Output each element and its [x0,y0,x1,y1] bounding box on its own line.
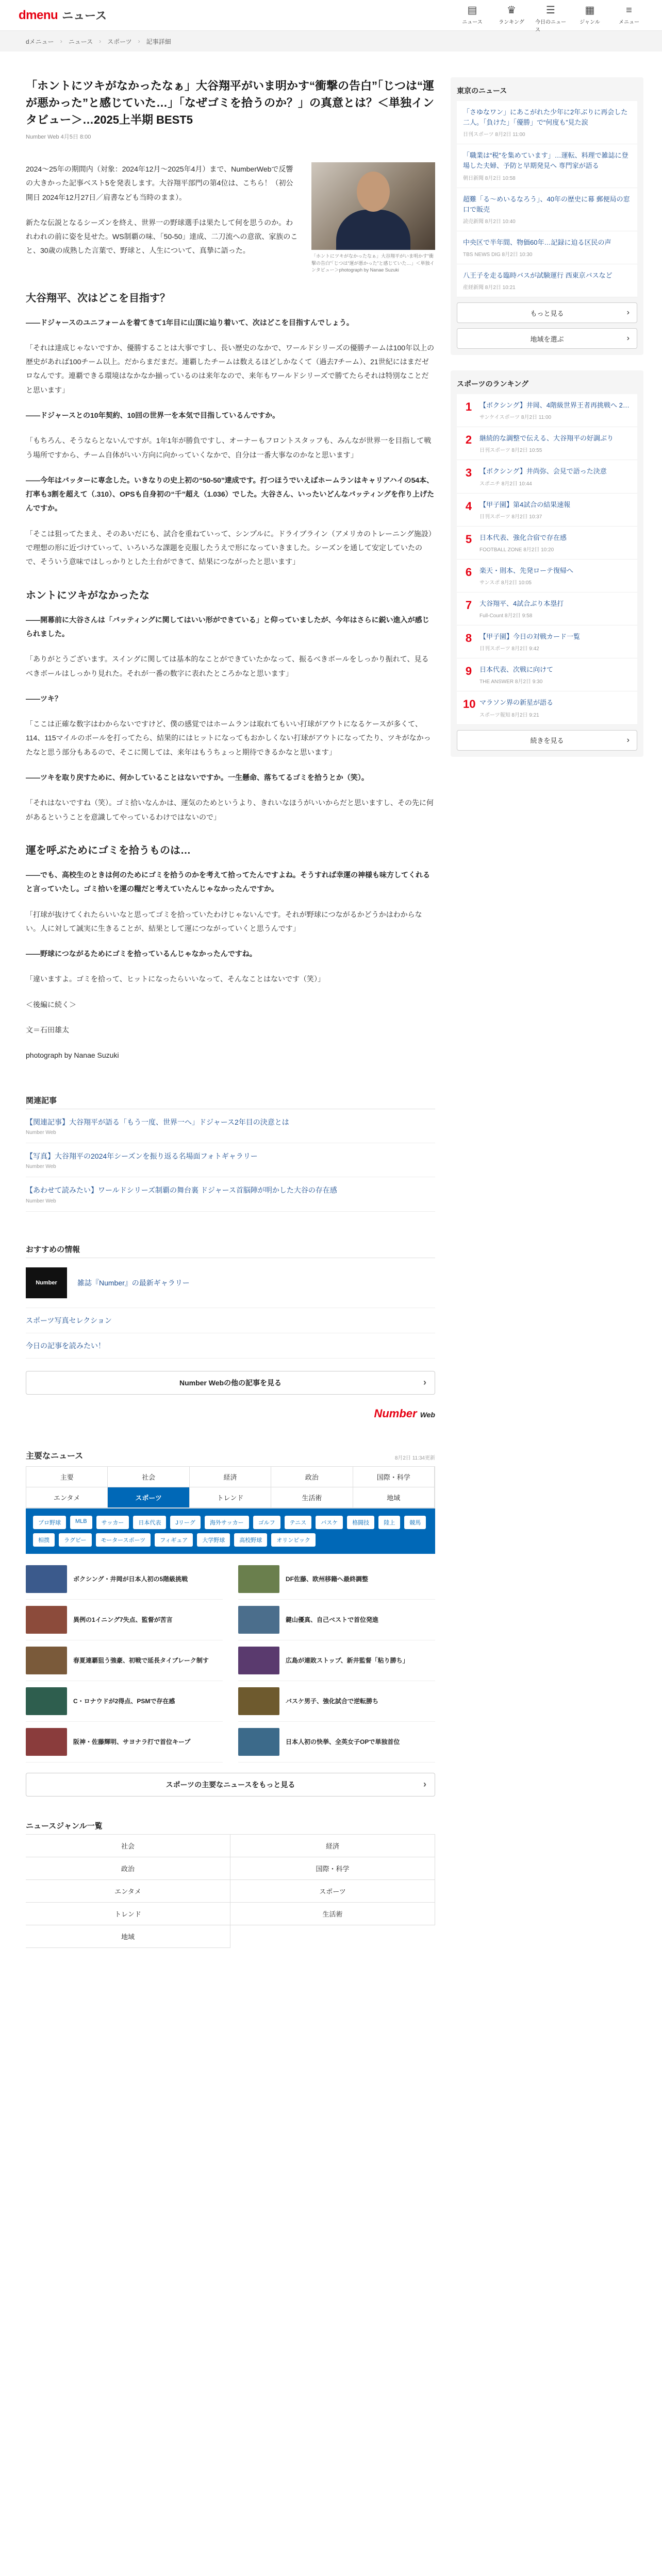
ranking-number: 5 [465,532,472,546]
breadcrumb [0,31,662,52]
ranking-item[interactable] [457,625,637,658]
sport-chip[interactable]: 格闘技 [347,1516,374,1529]
article-subheading: ホントにツキがなかったな [26,589,150,601]
number-brand: Number [374,1406,417,1420]
related-heading: 関連記事 [26,1092,435,1109]
interview-question: ――ドジャースとの10年契約、10回の世界一を本気で目指しているんですか。 [26,411,280,419]
ranking-title: 日本代表、強化合宿で存在感 [479,533,567,541]
news-logo[interactable]: ニュース [62,9,107,22]
genre-icon: ▦ [585,5,595,16]
related-title: 【写真】大谷翔平の2024年シーズンを振り返る名場面フォトギャラリー [26,1151,258,1160]
ranking-number: 9 [465,665,472,678]
ranking-icon: ♛ [507,5,516,16]
header-icon-button[interactable] [574,3,605,33]
promo-section [26,1241,435,1420]
news-title: 日本人初の快挙、全英女子OPで単独首位 [286,1738,400,1745]
local-news-meta: 産経新聞 8月2日 10:21 [463,285,516,291]
interview-question: ――ツキ？ [26,694,62,703]
header-icon-label: メニュー [619,20,639,25]
sport-chip[interactable]: サッカー [96,1516,129,1529]
sport-chip[interactable]: 海外サッカー [205,1516,249,1529]
news-item[interactable] [238,1640,435,1681]
promo-item[interactable] [26,1258,435,1308]
news-title: 鍵山優真、自己ベストで首位発進 [286,1616,379,1623]
promo-label: 雑誌『Number』の最新ギャラリー [77,1278,190,1287]
more-local-button[interactable]: もっと見る › [457,302,637,323]
promo-heading: おすすめの情報 [26,1241,435,1258]
site-header [0,0,662,31]
news-tab[interactable]: 主要 [26,1467,108,1487]
news-updated: 8月2日 11:34更新 [394,1455,435,1461]
ranking-number: 3 [465,466,472,480]
local-news-title: 中央区で半年間、物価60年…記録に迫る区民の声 [463,238,611,246]
news-item[interactable] [238,1559,435,1600]
related-article[interactable] [26,1109,435,1143]
local-news-item[interactable] [457,264,637,297]
ranking-item[interactable] [457,592,637,625]
news-item[interactable] [238,1681,435,1722]
ranking-meta: 日刊スポーツ 8月2日 10:37 [479,514,542,520]
ranking-item[interactable] [457,527,637,560]
related-source: Number Web [26,1198,56,1204]
ranking-number: 6 [465,565,472,579]
genre-item[interactable]: トレンド [26,1903,230,1925]
news-title: 異例の1イニング7失点、監督が苦言 [73,1616,173,1623]
ranking-item[interactable] [457,691,637,724]
news-tab[interactable]: 生活術 [271,1487,353,1508]
local-news-meta: 読売新聞 8月2日 10:40 [463,218,516,225]
breadcrumb-separator-icon: › [60,38,62,45]
ranking-meta: スポーツ報知 8月2日 9:21 [479,712,539,718]
news-tab[interactable]: トレンド [190,1487,271,1508]
genre-item[interactable]: 経済 [230,1835,435,1857]
ranking-number: 8 [465,632,472,645]
local-news-title: 「職業は“税”を集めています」…運転、料理で雑誌に登場した夫婦、予防と早期発見へ 専門家が語る [463,151,628,170]
news-thumbnail [238,1728,279,1756]
dmenu-logo[interactable]: dmenu [19,8,58,22]
sport-chip[interactable]: 相撲 [33,1533,55,1547]
more-ranking-button[interactable]: 続きを見る › [457,730,637,751]
news-title: ボクシング・井岡が日本人初の5階級挑戦 [73,1575,188,1583]
ranking-title: マラソン界の新星が語る [479,699,554,707]
header-icon-label: ランキング [499,20,524,25]
ranking-meta: 日刊スポーツ 8月2日 10:55 [479,448,542,454]
ranking-title: 継続的な調整で伝える、大谷翔平の好調ぶり [479,434,614,443]
interview-answer: 「もちろん、そうならとないんですが。1年1年が勝負ですし、オーナーもフロントスタッフも、みんなが世界一を目指して戦う場所ですから、チーム自体がいい方向に向かっていくなかで、自分は一番大事なのかなと思います」 [26,436,432,459]
sport-chip[interactable]: プロ野球 [33,1516,66,1529]
photo-caption: 「ホントにツキがなかったなぁ」大谷翔平がいま明かす“衝撃の告白”「じつは“運が悪かった”と感じていた…」＜単独インタビュー＞photograph by Nanae Suzuki [311,253,435,273]
sidebar [451,77,643,1948]
news-tab[interactable]: 国際・科学 [353,1467,435,1487]
menu-icon: ≡ [626,5,632,16]
news-tab[interactable]: スポーツ [108,1487,189,1508]
interview-question: ――開幕前に大谷さんは「バッティングに関してはいい形ができている」と仰っていましたが、今年はさらに鋭い進入が感じられました。 [26,615,429,638]
ranking-title: 楽天・則本、先発ローテ復帰へ [479,566,574,574]
breadcrumb-item[interactable]: dメニュー [26,38,54,45]
news-tab[interactable]: 政治 [271,1467,353,1487]
news-tab[interactable]: 地域 [353,1487,435,1508]
sport-chip[interactable]: テニス [285,1516,312,1529]
sport-chip[interactable]: ゴルフ [253,1516,280,1529]
breadcrumb-item[interactable]: スポーツ [107,38,132,45]
interview-answer: photograph by Nanae Suzuki [26,1051,119,1060]
genre-list [26,1835,435,1948]
local-news-title: 超難「る〜めいるなろう」、40年の歴史に幕 郵便局の窓口で販売 [463,195,630,213]
local-news-item[interactable] [457,188,637,231]
ranking-item[interactable] [457,494,637,527]
promo-link[interactable]: 今日の記事を読みたい！ [26,1333,435,1359]
news-grid [26,1559,435,1762]
sport-chip[interactable]: Jリーグ [170,1516,201,1529]
more-number-button[interactable]: Number Webの他の記事を見る › [26,1371,435,1395]
news-item[interactable] [26,1600,223,1640]
ranking-meta: サンスポ 8月2日 10:05 [479,580,532,586]
ranking-item[interactable] [457,460,637,493]
genre-item[interactable]: 国際・科学 [230,1857,435,1880]
header-icon-label: ニュース [462,20,483,25]
number-thumb: Number [26,1267,67,1298]
genre-heading: ニュースジャンル一覧 [26,1817,435,1835]
news-tab[interactable]: エンタメ [26,1487,108,1508]
interview-answer: 「それはないですね（笑）。ゴミ拾いなんかは、運気のためというより、きれいなほうがいいからだと思いますし、その先に何があるということを意識してやっているわけではないので」 [26,799,434,821]
sport-chip[interactable]: 陸上 [378,1516,400,1529]
ranking-title: 【ボクシング】井尚弥、会見で語った決意 [479,467,607,476]
news-thumbnail [26,1687,67,1715]
ranking-heading: スポーツのランキング [457,380,529,388]
interview-answer: 「それは達成じゃないですか、優勝することは大事ですし、長い歴史のなかで、ワールドシリーズの優勝チームは100年以上の歴史があれば100チーム以上。だからまだまだ。連覇したチームは数えるほどしかなくて（過去7チーム）、21世紀にはまだゼロなんです。連覇できる環境はなかなか揃っているのは来年なので、来年もワールドシリーズで勝てたらそれは特別なことだと思います」 [26,343,435,394]
news-item[interactable] [26,1681,223,1722]
article-lead: 2024〜25年の期間内（対象：2024年12月〜2025年4月）まで、NumberWebで反響の大きかった記事ベスト5を発表します。大谷翔平部門の第4位は、こちら！（初公開日 2024年12月27日／肩書なども当時のまま）。 [26,165,293,201]
related-section [26,1092,435,1212]
player-photo [311,162,435,250]
breadcrumb-separator-icon: › [138,38,140,45]
news-thumbnail [26,1606,67,1634]
local-news-meta: 日刊スポーツ 8月2日 11:00 [463,132,525,138]
header-icon-label: ジャンル [580,20,600,25]
news-heading: 主要なニュース [26,1451,84,1461]
news-item[interactable] [26,1559,223,1600]
interview-answer: 文＝石田雄太 [26,1026,69,1034]
related-title: 【あわせて読みたい】ワールドシリーズ制覇の舞台裏 ドジャース首脳陣が明かした大谷の存在感 [26,1186,337,1195]
article-main [26,77,435,1948]
ranking-item[interactable] [457,560,637,592]
news-item[interactable] [26,1640,223,1681]
header-icon-button[interactable] [614,3,644,33]
interview-answer: ＜後編に続く＞ [26,1000,76,1009]
local-news-title: 「さゆなワン」にあこがれた少年に2年ぶりに再会した二人。「負けた」「優勝」で“何度も”見た涙 [463,108,628,127]
local-news-item[interactable] [457,144,637,188]
ranking-title: 【甲子園】今日の対戦カード一覧 [479,633,581,641]
news-thumbnail [26,1647,67,1674]
ranking-number: 4 [465,499,472,513]
ranking-meta: 日刊スポーツ 8月2日 9:42 [479,646,539,652]
sport-chip[interactable]: オリンピック [271,1533,316,1547]
news-thumbnail [238,1565,279,1593]
news-thumbnail [26,1728,67,1756]
sport-chip[interactable]: 日本代表 [133,1516,166,1529]
genre-section [26,1817,435,1948]
interview-answer: 「そこは狙ってたまえ、そのあいだにも、試合を重ねていって、シンプルに。ドライブライン（アメリカのトレーニング施設）で理想の形に近づけていって、いろいろな課題を克服したうえで形になっていきました。シーズンを通して安定していたので、そういう意味ではしっかりとした土台ができて、結果につながったと思います」 [26,529,432,566]
local-news-title: 八王子を走る臨時バスが試験運行 西東京バスなど [463,271,613,279]
interview-question: ――でも、高校生のときは何のためにゴミを拾うのかを考えて拾ってたんですよね。そうすれば幸運の神様も味方してくれると言っていたし。ゴミ拾いを運の糧だと考えていたんじゃなかったんですか。 [26,870,430,893]
sport-chip[interactable]: MLB [70,1516,92,1529]
ranking-number: 7 [465,598,472,612]
ranking-meta: Full-Count 8月2日 9:58 [479,613,533,619]
local-news-meta: 朝日新聞 8月2日 10:58 [463,175,516,181]
news-tab[interactable]: 社会 [108,1467,189,1487]
more-sports-news-button[interactable]: スポーツの主要なニュースをもっと見る › [26,1773,435,1797]
header-icon-button[interactable] [535,3,566,33]
interview-question: ――野球につながるためにゴミを拾っているんじゃなかったんですね。 [26,950,257,958]
article-heading: 大谷翔平、次はどこを目指す？ [26,292,170,304]
related-article[interactable] [26,1143,435,1177]
interview-answer: 「違いますよ。ゴミを拾って、ヒットになったらいいなって、そんなことはないです（笑）」 [26,975,325,984]
ranking-meta: THE ANSWER 8月2日 9:30 [479,679,543,685]
interview-answer: 「打球が抜けてくれたらいいなと思ってゴミを拾っていたわけじゃないんです。それが野球につながるかどうかはわからない。人に対して誠実に生きることが、結果として運につながっていくと思うんです」 [26,910,422,933]
news-thumbnail [238,1687,279,1715]
header-icon-label: 今日のニュース [535,20,566,33]
news-icon: ▤ [467,5,477,16]
article-meta: Number Web 4月5日 8:00 [26,134,91,140]
article-lead-2: 新たな伝説となるシーズンを終え、世界一の野球選手は果たして何を思うのか。われわれの前に姿を見せた。WS制覇の味、「50-50」達成、二刀流への意欲、家族のこと、30歳の成熟した言葉で、野球と、人生について、真摯に語った。 [26,218,298,255]
promo-link[interactable]: スポーツ写真セレクション [26,1308,435,1333]
ranking-title: 大谷翔平、4試合ぶり本塁打 [479,599,564,607]
news-tab[interactable]: 経済 [190,1467,271,1487]
breadcrumb-item[interactable]: ニュース [68,38,93,45]
news-item[interactable] [26,1722,223,1762]
sport-chip[interactable]: フィギュア [155,1533,193,1547]
news-title: 春夏連覇狙う強豪、初戦で延長タイブレーク制す [73,1656,209,1664]
ranking-meta: FOOTBALL ZONE 8月2日 10:20 [479,547,554,553]
local-news-heading: 東京のニュース [457,87,507,95]
ranking-item[interactable] [457,427,637,460]
related-article[interactable] [26,1177,435,1211]
header-icon-button[interactable] [457,3,488,33]
interview-question: ――ドジャースのユニフォームを着てきて1年目に山頂に辿り着いて、次はどこを目指すんでしょう。 [26,318,354,327]
local-news-meta: TBS NEWS DIG 8月2日 10:30 [463,251,533,258]
sport-chip[interactable]: 大学野球 [197,1533,230,1547]
ranking-title: 【ボクシング】井岡、4階級世界王者再挑戦へ 2… [479,401,630,410]
keyword-icon: ☰ [546,5,555,16]
related-source: Number Web [26,1129,56,1136]
related-title: 【関連記事】大谷翔平が語る「もう一度、世界一へ」ドジャース2年目の決意とは [26,1117,289,1126]
news-title: 阪神・佐藤輝明、サヨナラ打で首位キープ [73,1738,191,1745]
news-tabs [26,1466,435,1509]
breadcrumb-separator-icon: › [99,38,102,45]
news-thumbnail [238,1647,279,1674]
ranking-item[interactable] [457,394,637,427]
select-region-button[interactable]: 地域を選ぶ › [457,328,637,349]
genre-item[interactable]: 社会 [26,1835,230,1857]
local-news-item[interactable] [457,101,637,144]
header-icon-button[interactable] [496,3,527,33]
article-title: 「ホントにツキがなかったなぁ」大谷翔平がいま明かす“衝撃の告白”「じつは“運が悪かった”と感じていた…」「なぜゴミを拾うのか？」の真意とは？＜単独インタビュー＞…2025上半期 BEST5 [26,79,435,126]
news-title: C・ロナウドが2得点、PSMで存在感 [73,1697,175,1705]
article-subheading: 運を呼ぶためにゴミを拾うものは… [26,844,191,856]
ranking-item[interactable] [457,658,637,691]
article-photo[interactable] [311,162,435,274]
news-item[interactable] [238,1600,435,1640]
interview-answer: 「ありがとうございます。スイングに関しては基本的なことができていたかなって、振るべきボールをしっかり振れて、見るべきボールはしっかり見れた。それが一番の数字に表れたところかなと思います」 [26,655,429,677]
interview-question: ――ツキを取り戻すために、何かしていることはないですか。一生懸命、落ちてるゴミを拾うとか（笑）。 [26,773,369,782]
breadcrumb-item: 記事詳細 [146,38,171,45]
ranking-number: 1 [465,400,472,414]
sport-chip[interactable]: 競馬 [404,1516,426,1529]
ranking-title: 【甲子園】第4試合の結果速報 [479,500,571,509]
news-title: DF佐藤、欧州移籍へ最終調整 [286,1575,368,1583]
related-source: Number Web [26,1164,56,1170]
local-news-box [451,77,643,355]
local-news-item[interactable] [457,231,637,264]
ranking-number: 10 [463,698,476,711]
sport-chip[interactable]: モータースポーツ [96,1533,151,1547]
number-brand-web: Web [420,1410,435,1419]
genre-item[interactable]: エンタメ [26,1880,230,1903]
ranking-box [451,370,643,756]
news-title: 広島が連敗ストップ、新井監督「粘り勝ち」 [286,1656,409,1664]
news-thumbnail [26,1565,67,1593]
genre-item[interactable]: スポーツ [230,1880,435,1903]
article-body [26,316,435,1063]
number-web-logo[interactable] [26,1407,435,1420]
interview-question: ――今年はバッターに専念した。いきなりの史上初の“50-50”達成です。打つほうでいえばホームランはキャリアハイの54本、打率も3割を超えて（.310）、OPSも自身初の“千”超え（1.036）でした。大谷さん、いったいどんなバッティングを作り上げたんですか。 [26,476,435,513]
news-item[interactable] [238,1722,435,1762]
ranking-number: 2 [465,433,472,447]
sport-chip[interactable]: 高校野球 [234,1533,267,1547]
sport-chip[interactable]: ラグビー [59,1533,92,1547]
news-section [26,1449,435,1797]
ranking-meta: スポニチ 8月2日 10:44 [479,481,532,487]
genre-item[interactable]: 地域 [26,1925,230,1948]
header-icons [457,3,644,33]
sport-chip[interactable]: バスケ [316,1516,343,1529]
genre-item[interactable]: 生活術 [230,1903,435,1925]
news-thumbnail [238,1606,279,1634]
news-title: バスケ男子、強化試合で逆転勝ち [286,1697,379,1705]
genre-item[interactable]: 政治 [26,1857,230,1880]
ranking-meta: サンケイスポーツ 8月2日 11:00 [479,415,552,421]
interview-answer: 「ここは正確な数字はわからないですけど、僕の感覚ではホームランは取れてもいい打球がアウトになるケースが多くて、114、115マイルのボールを打ってたら、結果的にはヒットになってもおかしくない打球がアウトになってたり、ツキがなかったなと思う部分もあるので、そこに関しては、来年はもうちょっと期待できるかなと思います」 [26,720,431,756]
ranking-title: 日本代表、次戦に向けて [479,666,554,674]
sport-chips [26,1509,435,1554]
